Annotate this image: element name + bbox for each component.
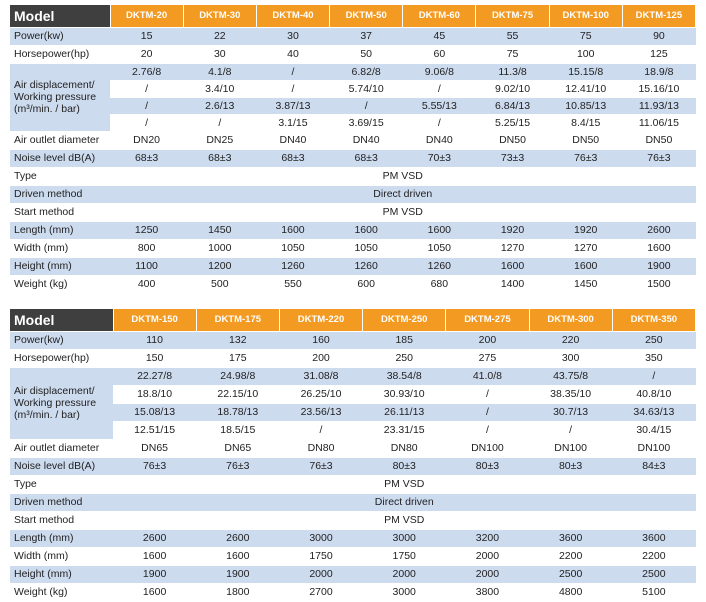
air-displacement-cell: 40.8/10: [612, 385, 695, 403]
height-cell: 1260: [403, 257, 476, 275]
length-row: [10, 221, 696, 239]
air-outlet-row: [10, 131, 696, 149]
air-displacement-cell: 11.3/8: [476, 63, 549, 80]
noise-level-row: [10, 149, 696, 167]
length-cell: 1600: [256, 221, 329, 239]
noise-level-cell: 68±3: [330, 149, 403, 167]
width-cell: 800: [110, 239, 183, 257]
height-cell: 2000: [279, 565, 362, 583]
air-displacement-cell: /: [183, 114, 256, 131]
air-displacement-cell: 30.7/13: [529, 403, 612, 421]
spec-table-1: [10, 5, 696, 294]
width-cell: 1600: [622, 239, 695, 257]
air-displacement-cell: 23.56/13: [279, 403, 362, 421]
air-displacement-cell: 3.87/13: [256, 97, 329, 114]
air-displacement-row: [10, 80, 696, 97]
air-displacement-cell: /: [403, 80, 476, 97]
horsepower-cell: 175: [196, 349, 279, 367]
driven-method-label: Driven method: [10, 493, 113, 511]
air-displacement-cell: 8.4/15: [549, 114, 622, 131]
air-displacement-cell: /: [446, 403, 529, 421]
length-label: Length (mm): [10, 529, 113, 547]
horsepower-cell: 40: [256, 45, 329, 63]
width-cell: 1750: [279, 547, 362, 565]
type-row: [10, 475, 696, 493]
weight-cell: 550: [256, 275, 329, 293]
air-displacement-row: [10, 97, 696, 114]
noise-level-cell: 70±3: [403, 149, 476, 167]
horsepower-cell: 250: [363, 349, 446, 367]
length-cell: 1600: [403, 221, 476, 239]
noise-level-cell: 68±3: [256, 149, 329, 167]
horsepower-label: Horsepower(hp): [10, 45, 110, 63]
type-value: PM VSD: [113, 475, 696, 493]
weight-cell: 2700: [279, 583, 362, 601]
horsepower-cell: 50: [330, 45, 403, 63]
height-cell: 2000: [446, 565, 529, 583]
weight-cell: 1500: [622, 275, 695, 293]
model-header: Model: [10, 309, 113, 331]
width-row: [10, 547, 696, 565]
horsepower-cell: 275: [446, 349, 529, 367]
air-outlet-cell: DN100: [446, 439, 529, 457]
height-label: Height (mm): [10, 565, 113, 583]
air-displacement-cell: 11.93/13: [622, 97, 695, 114]
air-displacement-cell: 6.82/8: [330, 63, 403, 80]
weight-cell: 3000: [363, 583, 446, 601]
power-cell: 75: [549, 27, 622, 45]
type-row: [10, 167, 696, 185]
horsepower-cell: 75: [476, 45, 549, 63]
power-cell: 15: [110, 27, 183, 45]
power-row: [10, 27, 696, 45]
driven-method-value: Direct driven: [113, 493, 696, 511]
length-cell: 1600: [330, 221, 403, 239]
air-outlet-cell: DN65: [113, 439, 196, 457]
height-label: Height (mm): [10, 257, 110, 275]
air-displacement-cell: 18.5/15: [196, 421, 279, 439]
width-cell: 1000: [183, 239, 256, 257]
height-row: [10, 565, 696, 583]
air-displacement-cell: 26.25/10: [279, 385, 362, 403]
width-cell: 1750: [363, 547, 446, 565]
air-outlet-cell: DN40: [256, 131, 329, 149]
height-row: [10, 257, 696, 275]
length-cell: 1920: [476, 221, 549, 239]
model-name-cell: DKTM-250: [363, 309, 446, 331]
air-displacement-cell: 41.0/8: [446, 367, 529, 385]
air-outlet-cell: DN50: [476, 131, 549, 149]
weight-cell: 600: [330, 275, 403, 293]
length-cell: 3000: [279, 529, 362, 547]
width-row: [10, 239, 696, 257]
air-displacement-cell: 34.63/13: [612, 403, 695, 421]
noise-level-cell: 84±3: [612, 457, 695, 475]
air-displacement-cell: /: [612, 367, 695, 385]
width-cell: 1270: [549, 239, 622, 257]
air-displacement-cell: /: [446, 385, 529, 403]
air-displacement-cell: 3.1/15: [256, 114, 329, 131]
air-displacement-cell: 30.93/10: [363, 385, 446, 403]
model-name-cell: DKTM-220: [279, 309, 362, 331]
air-displacement-row: [10, 367, 696, 385]
air-displacement-cell: 22.27/8: [113, 367, 196, 385]
width-cell: 1050: [256, 239, 329, 257]
driven-method-row: [10, 185, 696, 203]
driven-method-row: [10, 493, 696, 511]
width-cell: 1050: [330, 239, 403, 257]
horsepower-cell: 125: [622, 45, 695, 63]
horsepower-cell: 150: [113, 349, 196, 367]
horsepower-cell: 350: [612, 349, 695, 367]
height-cell: 1200: [183, 257, 256, 275]
weight-cell: 400: [110, 275, 183, 293]
weight-label: Weight (kg): [10, 275, 110, 293]
air-displacement-cell: 12.41/10: [549, 80, 622, 97]
power-cell: 55: [476, 27, 549, 45]
weight-cell: 680: [403, 275, 476, 293]
header-row: [10, 5, 696, 27]
start-method-row: [10, 203, 696, 221]
start-method-label: Start method: [10, 511, 113, 529]
horsepower-cell: 300: [529, 349, 612, 367]
horsepower-cell: 30: [183, 45, 256, 63]
horsepower-label: Horsepower(hp): [10, 349, 113, 367]
air-outlet-label: Air outlet diameter: [10, 131, 110, 149]
horsepower-cell: 60: [403, 45, 476, 63]
length-row: [10, 529, 696, 547]
horsepower-cell: 20: [110, 45, 183, 63]
air-displacement-cell: /: [446, 421, 529, 439]
power-cell: 22: [183, 27, 256, 45]
model-name-cell: DKTM-100: [549, 5, 622, 27]
noise-level-cell: 80±3: [446, 457, 529, 475]
height-cell: 1100: [110, 257, 183, 275]
air-displacement-cell: 3.4/10: [183, 80, 256, 97]
air-displacement-cell: 2.6/13: [183, 97, 256, 114]
weight-row: [10, 275, 696, 293]
air-displacement-cell: /: [279, 421, 362, 439]
air-displacement-cell: 38.35/10: [529, 385, 612, 403]
width-cell: 1270: [476, 239, 549, 257]
model-name-cell: DKTM-125: [622, 5, 695, 27]
power-label: Power(kw): [10, 27, 110, 45]
air-displacement-cell: 9.02/10: [476, 80, 549, 97]
air-displacement-label: Air displacement/ Working pressure (m³/min. / bar): [10, 63, 110, 131]
header-row: [10, 309, 696, 331]
length-cell: 2600: [622, 221, 695, 239]
noise-level-cell: 73±3: [476, 149, 549, 167]
air-displacement-cell: 24.98/8: [196, 367, 279, 385]
width-label: Width (mm): [10, 547, 113, 565]
air-displacement-cell: 15.08/13: [113, 403, 196, 421]
length-cell: 3600: [612, 529, 695, 547]
length-cell: 1920: [549, 221, 622, 239]
height-cell: 2000: [363, 565, 446, 583]
length-cell: 3600: [529, 529, 612, 547]
model-name-cell: DKTM-75: [476, 5, 549, 27]
air-outlet-cell: DN100: [612, 439, 695, 457]
power-label: Power(kw): [10, 331, 113, 349]
type-label: Type: [10, 475, 113, 493]
driven-method-value: Direct driven: [110, 185, 696, 203]
air-displacement-cell: 3.69/15: [330, 114, 403, 131]
air-outlet-cell: DN20: [110, 131, 183, 149]
power-cell: 30: [256, 27, 329, 45]
start-method-value: PM VSD: [113, 511, 696, 529]
air-displacement-cell: 43.75/8: [529, 367, 612, 385]
air-displacement-cell: /: [110, 114, 183, 131]
air-displacement-row: [10, 114, 696, 131]
start-method-row: [10, 511, 696, 529]
air-displacement-cell: 10.85/13: [549, 97, 622, 114]
weight-cell: 500: [183, 275, 256, 293]
width-cell: 2000: [446, 547, 529, 565]
air-displacement-cell: /: [529, 421, 612, 439]
power-cell: 220: [529, 331, 612, 349]
air-displacement-cell: 38.54/8: [363, 367, 446, 385]
noise-level-cell: 76±3: [279, 457, 362, 475]
air-displacement-cell: /: [110, 80, 183, 97]
width-cell: 1600: [113, 547, 196, 565]
type-label: Type: [10, 167, 110, 185]
power-row: [10, 331, 696, 349]
length-cell: 3200: [446, 529, 529, 547]
power-cell: 37: [330, 27, 403, 45]
model-name-cell: DKTM-175: [196, 309, 279, 331]
weight-cell: 4800: [529, 583, 612, 601]
length-cell: 1450: [183, 221, 256, 239]
air-displacement-cell: 9.06/8: [403, 63, 476, 80]
height-cell: 1600: [476, 257, 549, 275]
start-method-value: PM VSD: [110, 203, 696, 221]
air-outlet-label: Air outlet diameter: [10, 439, 113, 457]
spec-table-2: [10, 309, 696, 602]
model-name-cell: DKTM-60: [403, 5, 476, 27]
air-displacement-cell: 31.08/8: [279, 367, 362, 385]
power-cell: 160: [279, 331, 362, 349]
model-header: Model: [10, 5, 110, 27]
weight-row: [10, 583, 696, 601]
power-cell: 45: [403, 27, 476, 45]
model-name-cell: DKTM-150: [113, 309, 196, 331]
width-cell: 2200: [529, 547, 612, 565]
air-displacement-cell: 5.55/13: [403, 97, 476, 114]
air-displacement-cell: 2.76/8: [110, 63, 183, 80]
start-method-label: Start method: [10, 203, 110, 221]
height-cell: 1900: [196, 565, 279, 583]
weight-cell: 1600: [113, 583, 196, 601]
height-cell: 2500: [529, 565, 612, 583]
air-displacement-row: [10, 385, 696, 403]
length-cell: 3000: [363, 529, 446, 547]
noise-level-cell: 76±3: [113, 457, 196, 475]
air-displacement-cell: 30.4/15: [612, 421, 695, 439]
air-outlet-cell: DN50: [622, 131, 695, 149]
air-displacement-cell: 23.31/15: [363, 421, 446, 439]
air-displacement-row: [10, 421, 696, 439]
length-cell: 2600: [113, 529, 196, 547]
air-displacement-cell: /: [256, 63, 329, 80]
width-cell: 1600: [196, 547, 279, 565]
model-name-cell: DKTM-350: [612, 309, 695, 331]
noise-level-label: Noise level dB(A): [10, 457, 113, 475]
horsepower-cell: 200: [279, 349, 362, 367]
noise-level-label: Noise level dB(A): [10, 149, 110, 167]
air-displacement-cell: 5.25/15: [476, 114, 549, 131]
weight-cell: 5100: [612, 583, 695, 601]
power-cell: 185: [363, 331, 446, 349]
air-displacement-cell: /: [330, 97, 403, 114]
air-outlet-cell: DN65: [196, 439, 279, 457]
weight-label: Weight (kg): [10, 583, 113, 601]
air-outlet-row: [10, 439, 696, 457]
air-outlet-cell: DN100: [529, 439, 612, 457]
height-cell: 1900: [113, 565, 196, 583]
air-displacement-row: [10, 63, 696, 80]
height-cell: 1260: [330, 257, 403, 275]
horsepower-row: [10, 45, 696, 63]
height-cell: 2500: [612, 565, 695, 583]
model-name-cell: DKTM-50: [330, 5, 403, 27]
driven-method-label: Driven method: [10, 185, 110, 203]
model-name-cell: DKTM-30: [183, 5, 256, 27]
noise-level-cell: 68±3: [110, 149, 183, 167]
air-displacement-label: Air displacement/ Working pressure (m³/min. / bar): [10, 367, 113, 439]
width-cell: 1050: [403, 239, 476, 257]
noise-level-cell: 76±3: [549, 149, 622, 167]
air-displacement-cell: 18.78/13: [196, 403, 279, 421]
width-cell: 2200: [612, 547, 695, 565]
air-displacement-cell: /: [403, 114, 476, 131]
air-displacement-cell: 26.11/13: [363, 403, 446, 421]
length-cell: 2600: [196, 529, 279, 547]
air-displacement-cell: 12.51/15: [113, 421, 196, 439]
air-displacement-cell: 4.1/8: [183, 63, 256, 80]
noise-level-row: [10, 457, 696, 475]
model-name-cell: DKTM-275: [446, 309, 529, 331]
noise-level-cell: 76±3: [622, 149, 695, 167]
air-displacement-cell: 18.8/10: [113, 385, 196, 403]
air-displacement-cell: 22.15/10: [196, 385, 279, 403]
air-displacement-cell: 18.9/8: [622, 63, 695, 80]
model-name-cell: DKTM-40: [256, 5, 329, 27]
noise-level-cell: 80±3: [363, 457, 446, 475]
width-label: Width (mm): [10, 239, 110, 257]
noise-level-cell: 76±3: [196, 457, 279, 475]
height-cell: 1260: [256, 257, 329, 275]
weight-cell: 1450: [549, 275, 622, 293]
power-cell: 250: [612, 331, 695, 349]
air-outlet-cell: DN40: [330, 131, 403, 149]
length-cell: 1250: [110, 221, 183, 239]
power-cell: 132: [196, 331, 279, 349]
type-value: PM VSD: [110, 167, 696, 185]
noise-level-cell: 68±3: [183, 149, 256, 167]
power-cell: 200: [446, 331, 529, 349]
noise-level-cell: 80±3: [529, 457, 612, 475]
weight-cell: 1400: [476, 275, 549, 293]
air-displacement-cell: /: [256, 80, 329, 97]
horsepower-row: [10, 349, 696, 367]
air-displacement-cell: 15.16/10: [622, 80, 695, 97]
length-label: Length (mm): [10, 221, 110, 239]
air-outlet-cell: DN80: [363, 439, 446, 457]
model-name-cell: DKTM-300: [529, 309, 612, 331]
air-outlet-cell: DN50: [549, 131, 622, 149]
power-cell: 90: [622, 27, 695, 45]
air-displacement-cell: 15.15/8: [549, 63, 622, 80]
air-outlet-cell: DN80: [279, 439, 362, 457]
air-displacement-row: [10, 403, 696, 421]
power-cell: 110: [113, 331, 196, 349]
height-cell: 1600: [549, 257, 622, 275]
height-cell: 1900: [622, 257, 695, 275]
weight-cell: 1800: [196, 583, 279, 601]
air-displacement-cell: /: [110, 97, 183, 114]
air-outlet-cell: DN40: [403, 131, 476, 149]
air-displacement-cell: 11.06/15: [622, 114, 695, 131]
air-displacement-cell: 6.84/13: [476, 97, 549, 114]
air-displacement-cell: 5.74/10: [330, 80, 403, 97]
horsepower-cell: 100: [549, 45, 622, 63]
model-name-cell: DKTM-20: [110, 5, 183, 27]
air-outlet-cell: DN25: [183, 131, 256, 149]
weight-cell: 3800: [446, 583, 529, 601]
